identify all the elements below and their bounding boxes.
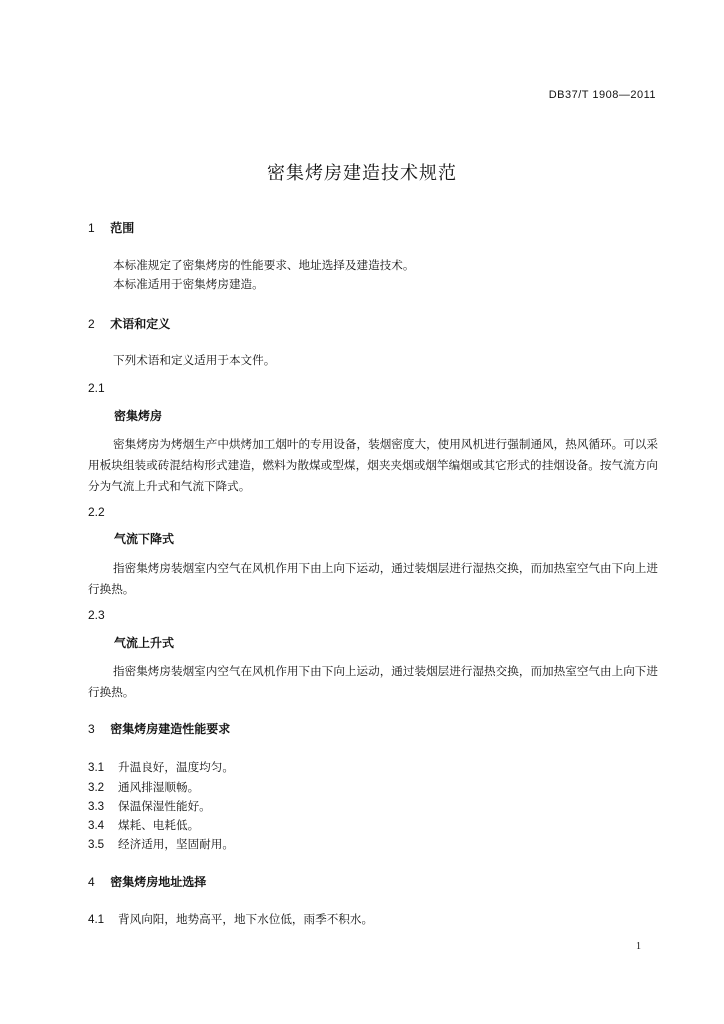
section-title: 范围 — [110, 221, 135, 235]
item-text: 通风排湿顺畅。 — [118, 780, 200, 794]
paragraph: 本标准适用于密集烤房建造。 — [113, 277, 264, 291]
list-item — [88, 797, 211, 815]
list-item — [88, 835, 234, 853]
section-1-heading — [88, 219, 134, 237]
item-number: 4.1 — [88, 913, 105, 926]
list-item — [88, 758, 234, 776]
section-title: 密集烤房地址选择 — [110, 875, 207, 889]
item-text: 煤耗、电耗低。 — [118, 818, 200, 832]
section-title: 术语和定义 — [110, 317, 171, 331]
section-number: 2 — [88, 317, 95, 331]
term-definition: 密集烤房为烤烟生产中烘烤加工烟叶的专用设备，装烟密度大，使用风机进行强制通风，热风循环。可以采用板块组装或砖混结构形式建造，燃料为散煤或型煤，烟夹夹烟或烟竿编烟或其它形式的挂烟设备。按气流方向分为气流上升式和气流下降式。 — [88, 437, 658, 493]
list-item — [88, 910, 373, 928]
document-title: 密集烤房建造技术规范 — [267, 163, 457, 184]
term-definition: 指密集烤房装烟室内空气在风机作用下由上向下运动，通过装烟层进行湿热交换，而加热室空气由下向上进行换热。 — [88, 561, 658, 596]
list-item — [88, 816, 199, 834]
standard-code: DB37/T 1908—2011 — [548, 89, 656, 101]
clause-number: 2.1 — [88, 381, 105, 395]
clause-number: 2.2 — [88, 505, 105, 519]
item-text: 经济适用，坚固耐用。 — [118, 837, 234, 851]
list-item — [88, 778, 199, 796]
item-text: 背风向阳，地势高平，地下水位低，雨季不积水。 — [118, 912, 374, 926]
item-text: 升温良好，温度均匀。 — [118, 760, 234, 774]
section-4-heading — [88, 873, 206, 891]
paragraph: 本标准规定了密集烤房的性能要求、地址选择及建造技术。 — [113, 258, 415, 272]
item-number: 3.3 — [88, 800, 105, 813]
term-title: 气流下降式 — [114, 532, 175, 546]
item-number: 3.5 — [88, 838, 105, 851]
clause-number: 2.3 — [88, 608, 105, 622]
paragraph: 下列术语和定义适用于本文件。 — [113, 353, 276, 367]
page-number: 1 — [636, 941, 641, 952]
item-number: 3.2 — [88, 781, 105, 794]
section-2-heading — [88, 315, 170, 333]
item-number: 3.4 — [88, 819, 105, 832]
term-title: 气流上升式 — [114, 636, 175, 650]
section-number: 3 — [88, 722, 95, 736]
section-title: 密集烤房建造性能要求 — [110, 722, 231, 736]
section-number: 4 — [88, 875, 95, 889]
item-number: 3.1 — [88, 761, 105, 774]
section-number: 1 — [88, 221, 95, 235]
section-3-heading — [88, 720, 230, 738]
term-title: 密集烤房 — [114, 409, 163, 423]
item-text: 保温保湿性能好。 — [118, 799, 211, 813]
term-definition: 指密集烤房装烟室内空气在风机作用下由下向上运动，通过装烟层进行湿热交换，而加热室空气由上向下进行换热。 — [88, 664, 658, 699]
